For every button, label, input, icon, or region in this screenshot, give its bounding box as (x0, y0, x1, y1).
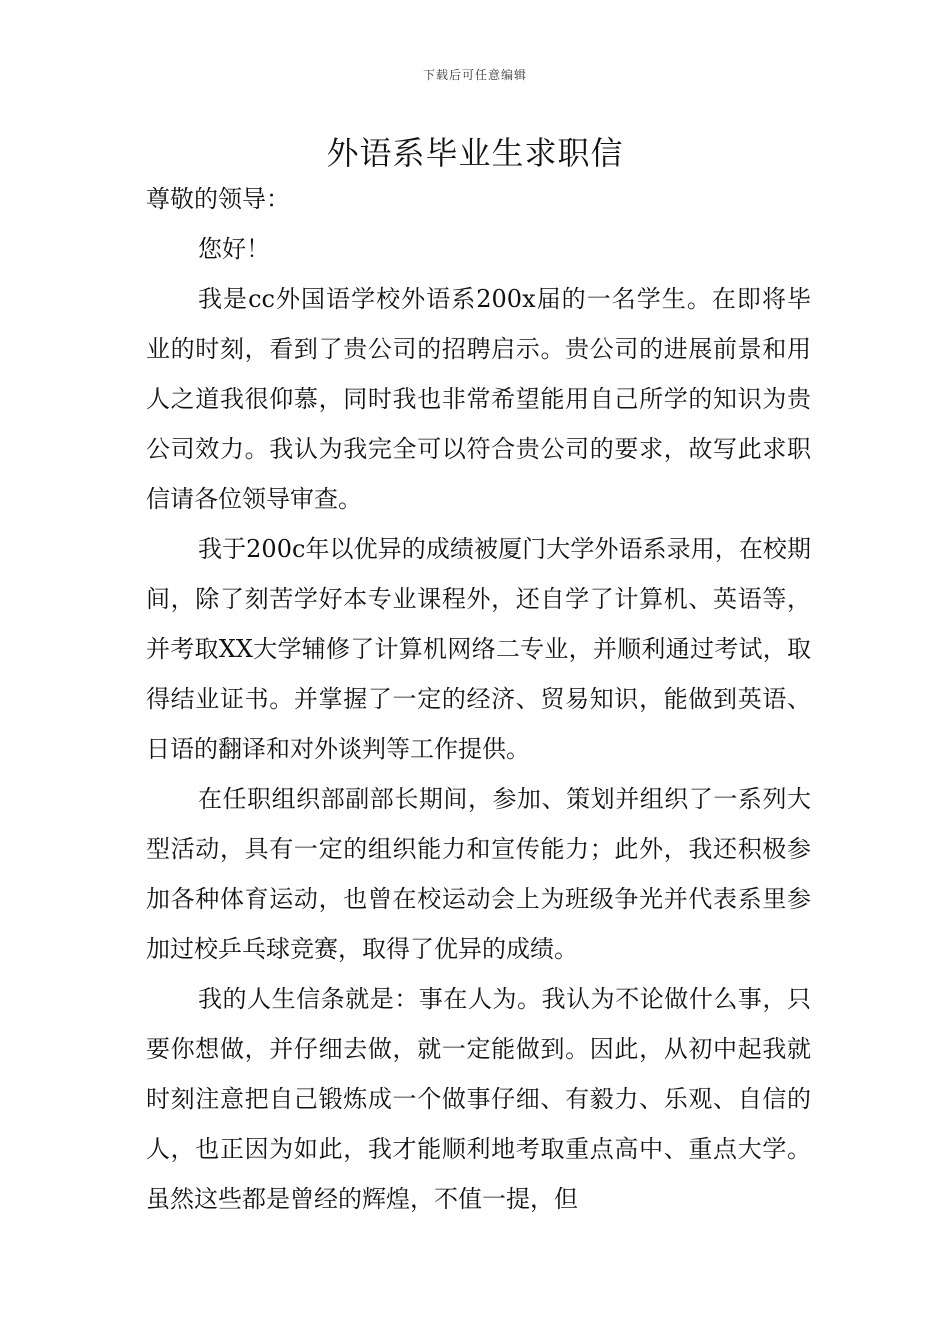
paragraph-motto: 我的人生信条就是：事在人为。我认为不论做什么事，只要你想做，并仔细去做，就一定能做到。因此，从初中起我就时刻注意把自己锻炼成一个做事仔细、有毅力、乐观、自信的人，也正因为如此，我才能顺利地考取重点高中、重点大学。虽然这些都是曾经的辉煌，不值一提，但 (146, 985, 811, 1213)
letter-body (146, 174, 811, 1224)
salutation: 尊敬的领导： (146, 185, 290, 213)
page-title: 外语系毕业生求职信 (326, 134, 624, 172)
paragraph-intro: 我是cc外国语学校外语系200x届的一名学生。在即将毕业的时刻，看到了贵公司的招聘启示。贵公司的进展前景和用人之道我很仰慕，同时我也非常希望能用自己所学的知识为贵公司效力。我认为我完全可以符合贵公司的要求，故写此求职信请各位领导审查。 (146, 285, 811, 513)
header-note: 下载后可任意编辑 (422, 68, 527, 82)
greeting: 您好！ (198, 235, 270, 263)
paragraph-activities: 在任职组织部副部长期间，参加、策划并组织了一系列大型活动，具有一定的组织能力和宣传能力；此外，我还积极参加各种体育运动，也曾在校运动会上为班级争光并代表系里参加过校乒乓球竞赛，取得了优异的成绩。 (146, 785, 811, 963)
paragraph-education: 我于200c年以优异的成绩被厦门大学外语系录用，在校期间，除了刻苦学好本专业课程外，还自学了计算机、英语等，并考取XX大学辅修了计算机网络二专业，并顺利通过考试，取得结业证书。并掌握了一定的经济、贸易知识，能做到英语、日语的翻译和对外谈判等工作提供。 (146, 535, 811, 763)
